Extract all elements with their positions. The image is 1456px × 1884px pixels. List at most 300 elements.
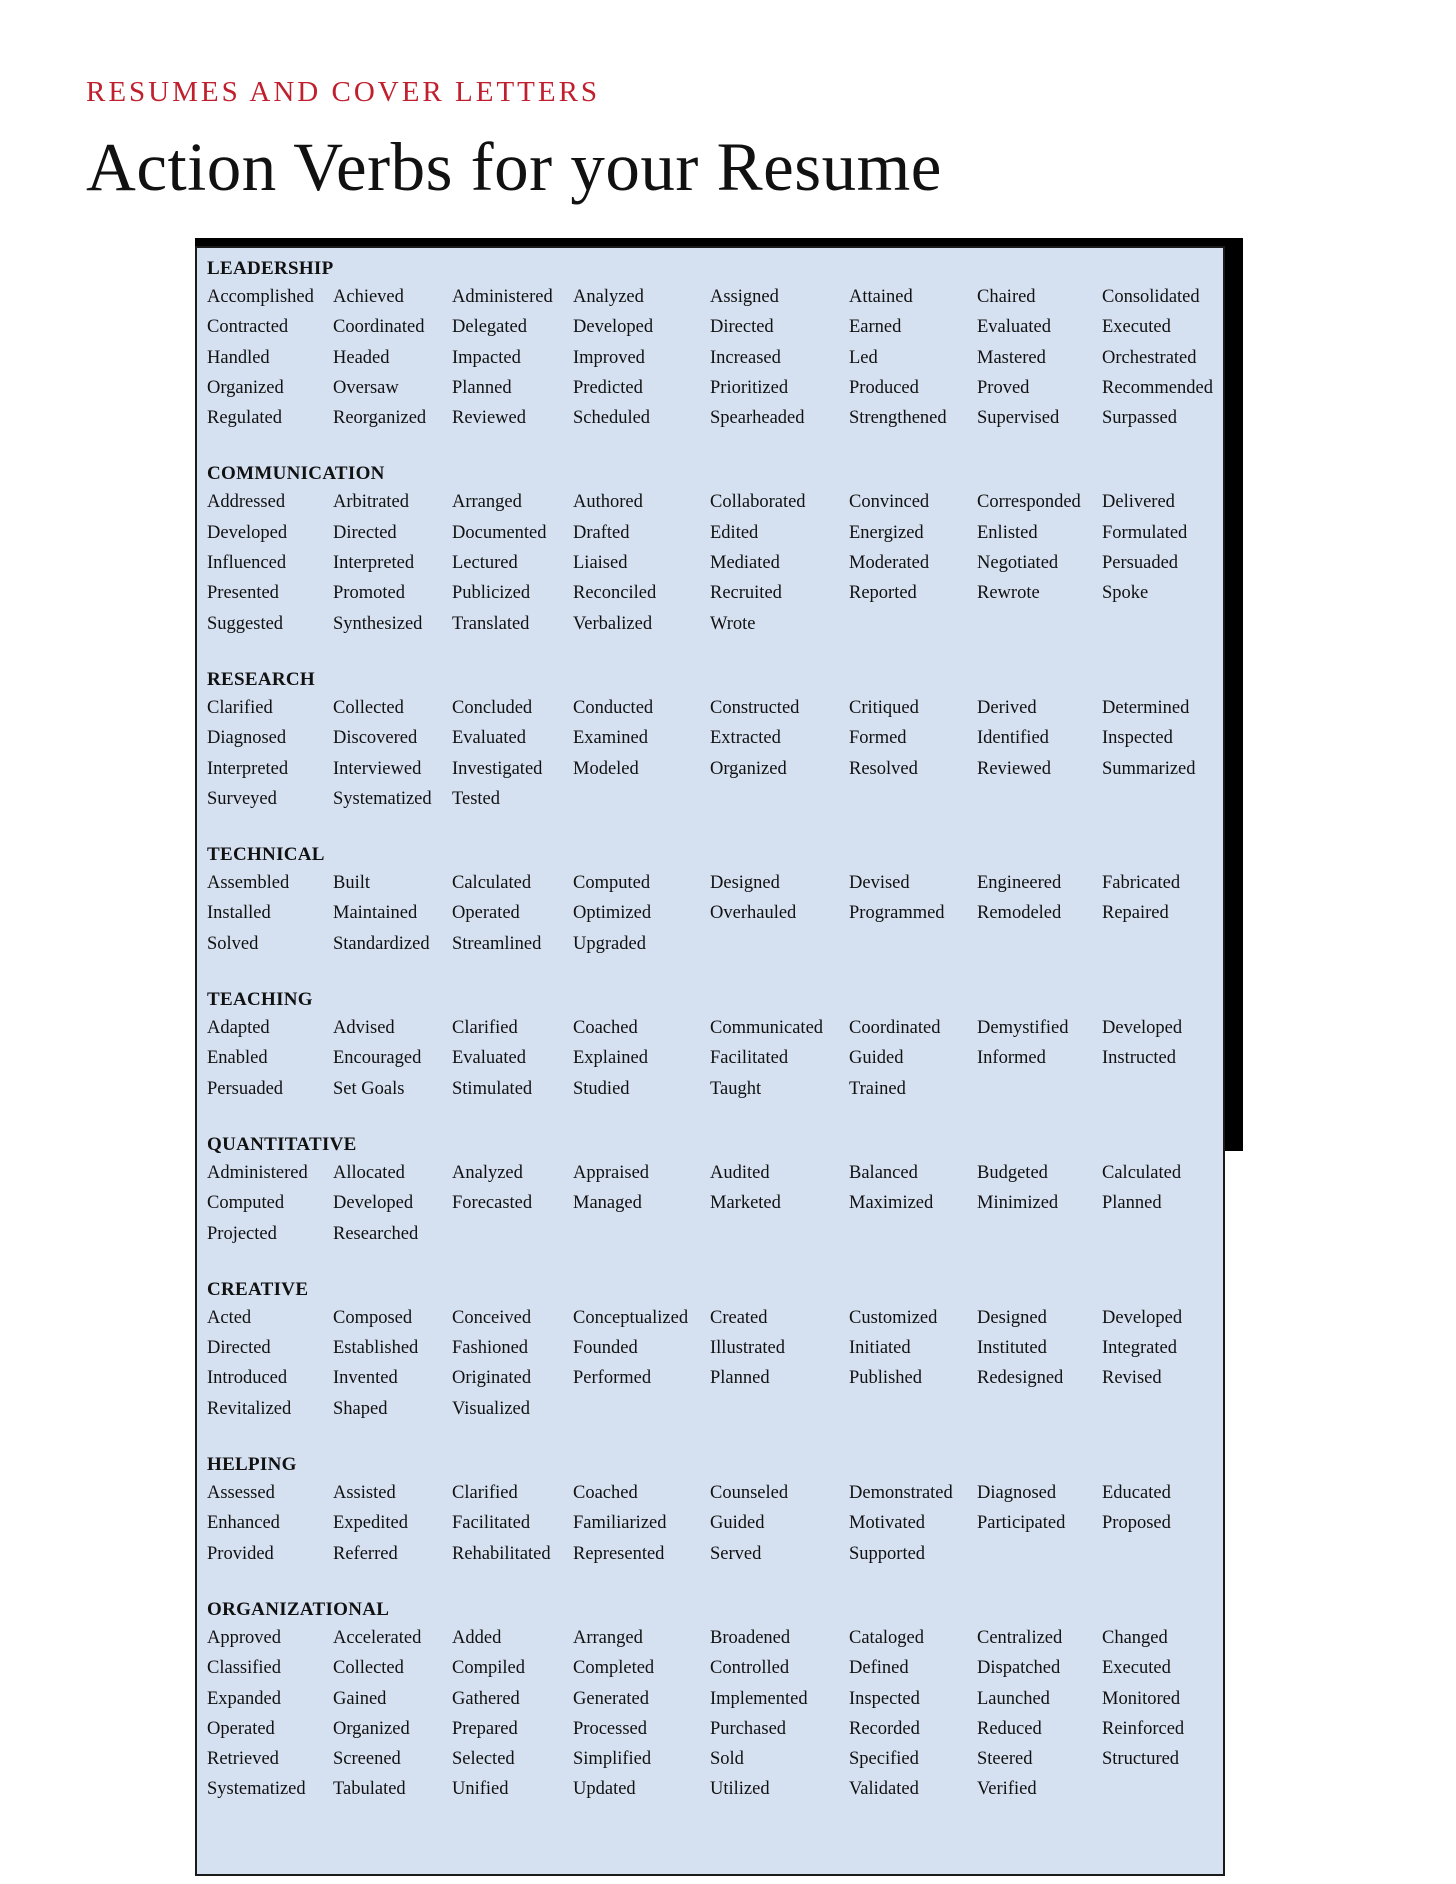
verb-cell: Systematized — [207, 1779, 306, 1800]
verb-cell — [573, 784, 710, 814]
verb-cell: Synthesized — [333, 613, 423, 634]
verb-cell: Administered — [452, 287, 553, 307]
verb-cell: Appraised — [573, 1162, 650, 1183]
verb-cell: Diagnosed — [977, 1483, 1057, 1504]
verb-cell: Delegated — [452, 317, 527, 338]
verb-cell — [1102, 929, 1222, 959]
category-teaching — [207, 987, 1223, 1104]
verb-cell: Provided — [207, 1543, 274, 1564]
verb-cell: Critiqued — [849, 697, 919, 718]
verb-cell: Operated — [452, 903, 520, 924]
verb-cell: Proved — [977, 377, 1030, 398]
verb-cell: Proposed — [1102, 1513, 1171, 1534]
verb-cell: Surpassed — [1102, 408, 1178, 429]
verb-cell: Performed — [573, 1368, 652, 1389]
verb-grid — [207, 1623, 1223, 1805]
verb-cell: Minimized — [977, 1193, 1059, 1214]
verb-cell: Calculated — [1102, 1162, 1182, 1183]
verb-cell: Arbitrated — [333, 492, 410, 513]
verb-cell: Familiarized — [573, 1513, 667, 1534]
page-title: Action Verbs for your Resume — [86, 129, 942, 205]
verb-cell — [849, 784, 977, 814]
verb-cell: Mediated — [710, 553, 780, 574]
verb-cell: Validated — [849, 1779, 919, 1800]
verb-cell: Motivated — [849, 1513, 926, 1534]
verb-cell: Founded — [573, 1338, 638, 1359]
verb-cell — [849, 929, 977, 959]
category-heading: RESEARCH — [207, 668, 315, 690]
verb-cell: Evaluated — [977, 317, 1051, 338]
verb-cell: Controlled — [710, 1658, 790, 1679]
verb-cell: Impacted — [452, 347, 521, 368]
verb-cell — [1102, 1074, 1222, 1104]
verb-cell: Arranged — [573, 1627, 643, 1648]
verb-cell: Supervised — [977, 408, 1060, 429]
verb-cell: Demonstrated — [849, 1483, 953, 1504]
verb-grid — [207, 282, 1223, 433]
verb-cell: Classified — [207, 1658, 281, 1679]
verb-cell: Solved — [207, 933, 259, 954]
verb-cell: Referred — [333, 1543, 398, 1564]
verb-cell: Explained — [573, 1048, 649, 1069]
verb-cell: Reported — [849, 583, 917, 604]
verb-cell: Assessed — [207, 1483, 275, 1504]
verb-cell: Collected — [333, 1658, 404, 1679]
category-technical — [207, 842, 1223, 959]
verb-cell: Gathered — [452, 1688, 520, 1709]
category-heading: CREATIVE — [207, 1278, 309, 1300]
verb-cell: Structured — [1102, 1749, 1180, 1770]
verb-grid — [207, 1478, 1223, 1569]
verb-cell: Determined — [1102, 697, 1190, 718]
verb-cell: Organized — [710, 758, 787, 779]
category-research — [207, 667, 1223, 814]
verb-cell: Communicated — [710, 1018, 824, 1039]
verb-cell: Built — [333, 873, 371, 894]
verb-cell: Facilitated — [710, 1048, 789, 1069]
verb-cell: Marketed — [710, 1193, 781, 1214]
verb-cell: Promoted — [333, 583, 405, 604]
verb-cell: Conceptualized — [573, 1307, 689, 1328]
verb-cell: Instructed — [1102, 1048, 1176, 1069]
verb-cell: Guided — [710, 1513, 765, 1534]
verb-cell: Simplified — [573, 1749, 652, 1770]
verb-cell: Persuaded — [207, 1078, 284, 1099]
verb-cell: Approved — [207, 1627, 281, 1648]
category-heading: LEADERSHIP — [207, 258, 334, 279]
verb-cell: Liaised — [573, 553, 628, 574]
verb-cell: Fabricated — [1102, 873, 1181, 894]
category-organizational — [207, 1597, 1223, 1805]
verb-cell: Collected — [333, 697, 404, 718]
verb-cell: Expanded — [207, 1688, 281, 1709]
verb-cell: Advised — [333, 1018, 395, 1039]
verb-cell: Corresponded — [977, 492, 1081, 513]
verb-cell: Delivered — [1102, 492, 1175, 513]
verb-cell: Recommended — [1102, 377, 1213, 398]
verb-cell: Consolidated — [1102, 287, 1200, 307]
verb-cell: Acted — [207, 1307, 252, 1328]
verb-cell: Steered — [977, 1749, 1033, 1770]
verb-cell: Suggested — [207, 613, 284, 634]
verb-cell — [710, 1219, 849, 1249]
verb-cell: Studied — [573, 1078, 630, 1099]
verb-cell: Stimulated — [452, 1078, 533, 1099]
verb-cell: Improved — [573, 347, 645, 368]
verb-cell: Operated — [207, 1718, 275, 1739]
verb-cell: Tested — [452, 788, 501, 809]
verb-cell: Created — [710, 1307, 768, 1328]
verb-cell: Adapted — [207, 1018, 270, 1039]
category-heading: TEACHING — [207, 989, 313, 1011]
verb-cell: Directed — [207, 1338, 271, 1359]
verb-cell: Broadened — [710, 1627, 791, 1648]
verb-cell: Developed — [1102, 1307, 1183, 1328]
verb-cell: Streamlined — [452, 933, 542, 954]
verb-cell: Coordinated — [333, 317, 425, 338]
verb-cell: Mastered — [977, 347, 1046, 368]
verb-cell: Chaired — [977, 287, 1036, 307]
verb-cell: Prioritized — [710, 377, 789, 398]
verb-cell — [573, 1219, 710, 1249]
verb-cell: Originated — [452, 1368, 532, 1389]
verb-cell — [710, 1394, 849, 1424]
verb-cell: Guided — [849, 1048, 904, 1069]
verb-cell: Encouraged — [333, 1048, 422, 1069]
verb-cell: Led — [849, 347, 878, 368]
category-quantitative — [207, 1132, 1223, 1249]
verb-cell: Evaluated — [452, 1048, 526, 1069]
verb-cell: Participated — [977, 1513, 1066, 1534]
category-communication — [207, 461, 1223, 638]
verb-cell: Assembled — [207, 873, 290, 894]
verb-cell: Concluded — [452, 697, 533, 718]
verb-cell: Predicted — [573, 377, 643, 398]
verb-cell: Negotiated — [977, 553, 1059, 574]
verb-cell: Coached — [573, 1018, 638, 1039]
category-helping — [207, 1452, 1223, 1569]
verb-cell: Administered — [207, 1162, 308, 1183]
verb-cell: Modeled — [573, 758, 639, 779]
verb-cell — [977, 609, 1102, 639]
verb-cell: Gained — [333, 1688, 387, 1709]
verb-cell: Identified — [977, 728, 1049, 749]
verb-cell: Addressed — [207, 492, 286, 513]
verb-grid — [207, 487, 1223, 638]
verb-cell: Planned — [452, 377, 512, 398]
verb-cell: Instituted — [977, 1338, 1047, 1359]
verb-cell: Revitalized — [207, 1398, 292, 1419]
verb-cell: Sold — [710, 1749, 744, 1770]
verb-cell: Enhanced — [207, 1513, 280, 1534]
verb-cell: Enlisted — [977, 522, 1038, 543]
verb-cell: Earned — [849, 317, 902, 338]
verb-cell: Researched — [333, 1223, 419, 1244]
verb-cell: Executed — [1102, 317, 1171, 338]
category-heading: COMMUNICATION — [207, 463, 385, 485]
verb-cell: Overhauled — [710, 903, 797, 924]
verb-cell: Oversaw — [333, 377, 399, 398]
verb-cell: Prepared — [452, 1718, 518, 1739]
verb-grid — [207, 693, 1223, 814]
verb-cell: Monitored — [1102, 1688, 1181, 1709]
verb-cell — [977, 784, 1102, 814]
verb-grid — [207, 1013, 1223, 1104]
verb-cell: Dispatched — [977, 1658, 1061, 1679]
verb-cell: Developed — [207, 522, 288, 543]
verb-cell: Illustrated — [710, 1338, 786, 1359]
verb-cell: Inspected — [849, 1688, 920, 1709]
verb-cell: Utilized — [710, 1779, 770, 1800]
verb-cell: Interviewed — [333, 758, 422, 779]
verb-cell — [710, 784, 849, 814]
verb-cell: Reinforced — [1102, 1718, 1185, 1739]
verb-cell: Executed — [1102, 1658, 1171, 1679]
verb-cell: Handled — [207, 347, 270, 368]
verb-cell: Designed — [977, 1307, 1047, 1328]
verb-cell: Rewrote — [977, 583, 1040, 604]
verb-cell: Systematized — [333, 788, 432, 809]
verb-cell: Demystified — [977, 1018, 1069, 1039]
verb-cell: Reviewed — [977, 758, 1051, 779]
verb-cell: Discovered — [333, 728, 418, 749]
verb-cell: Interpreted — [207, 758, 289, 779]
verb-cell: Presented — [207, 583, 279, 604]
verb-cell: Redesigned — [977, 1368, 1064, 1389]
verb-cell — [710, 929, 849, 959]
verb-cell: Interpreted — [333, 553, 415, 574]
verb-cell: Coached — [573, 1483, 638, 1504]
verb-cell: Standardized — [333, 933, 430, 954]
verb-grid — [207, 1158, 1223, 1249]
verb-cell: Counseled — [710, 1483, 789, 1504]
verb-cell: Computed — [573, 873, 651, 894]
verb-cell: Rehabilitated — [452, 1543, 551, 1564]
verb-cell: Composed — [333, 1307, 413, 1328]
verb-cell: Retrieved — [207, 1749, 279, 1770]
verb-cell — [977, 1394, 1102, 1424]
verb-cell: Introduced — [207, 1368, 288, 1389]
verb-cell: Designed — [710, 873, 780, 894]
verb-cell: Forecasted — [452, 1193, 533, 1214]
verb-cell: Fashioned — [452, 1338, 529, 1359]
verb-cell: Organized — [333, 1718, 410, 1739]
verb-cell — [1102, 609, 1222, 639]
verb-cell: Spearheaded — [710, 408, 805, 429]
verb-cell — [1102, 1394, 1222, 1424]
verb-cell: Coordinated — [849, 1018, 941, 1039]
verb-cell: Headed — [333, 347, 390, 368]
verb-cell: Specified — [849, 1749, 919, 1770]
verb-cell: Maintained — [333, 903, 418, 924]
verb-cell — [849, 609, 977, 639]
verb-cell: Screened — [333, 1749, 401, 1770]
verb-cell — [1102, 1774, 1222, 1804]
verb-cell: Published — [849, 1368, 922, 1389]
verb-cell: Revised — [1102, 1368, 1162, 1389]
verb-cell — [573, 1394, 710, 1424]
verb-cell: Completed — [573, 1658, 655, 1679]
verb-cell: Trained — [849, 1078, 906, 1099]
verb-cell: Remodeled — [977, 903, 1062, 924]
verb-cell: Derived — [977, 697, 1037, 718]
verb-cell — [977, 1074, 1102, 1104]
verb-cell: Inspected — [1102, 728, 1173, 749]
verb-cell: Publicized — [452, 583, 531, 604]
verb-cell: Processed — [573, 1718, 647, 1739]
verb-cell — [977, 1539, 1102, 1569]
verb-cell: Compiled — [452, 1658, 525, 1679]
verb-cell: Projected — [207, 1223, 277, 1244]
verb-cell: Examined — [573, 728, 649, 749]
verb-cell: Expedited — [333, 1513, 409, 1534]
verb-cell: Established — [333, 1338, 419, 1359]
verb-cell: Wrote — [710, 613, 756, 634]
verb-cell: Integrated — [1102, 1338, 1177, 1359]
verb-cell: Launched — [977, 1688, 1050, 1709]
verb-cell: Allocated — [333, 1162, 405, 1183]
verb-cell: Energized — [849, 522, 924, 543]
verb-cell: Contracted — [207, 317, 289, 338]
verb-cell: Analyzed — [452, 1162, 523, 1183]
verb-cell: Installed — [207, 903, 271, 924]
verb-cell: Persuaded — [1102, 553, 1179, 574]
verb-cell: Updated — [573, 1779, 636, 1800]
verb-cell: Added — [452, 1627, 502, 1648]
verb-cell: Evaluated — [452, 728, 526, 749]
verb-cell: Invented — [333, 1368, 398, 1389]
verb-cell — [849, 1219, 977, 1249]
verb-cell: Spoke — [1102, 583, 1149, 604]
verb-cell: Orchestrated — [1102, 347, 1197, 368]
verb-cell: Maximized — [849, 1193, 934, 1214]
verb-cell: Accelerated — [333, 1627, 422, 1648]
category-heading: TECHNICAL — [207, 844, 325, 866]
verb-cell: Tabulated — [333, 1779, 406, 1800]
verb-cell: Collaborated — [710, 492, 806, 513]
verb-cell: Authored — [573, 492, 643, 513]
verb-cell: Verbalized — [573, 613, 653, 634]
verb-cell: Convinced — [849, 492, 930, 513]
verb-cell: Customized — [849, 1307, 938, 1328]
verb-cell: Represented — [573, 1543, 665, 1564]
verb-cell: Produced — [849, 377, 919, 398]
verb-cell: Clarified — [452, 1018, 518, 1039]
verbs-panel — [195, 246, 1225, 1876]
verb-cell: Drafted — [573, 522, 630, 543]
verb-cell: Strengthened — [849, 408, 947, 429]
verb-cell: Analyzed — [573, 287, 644, 307]
verb-cell — [977, 929, 1102, 959]
verb-cell: Extracted — [710, 728, 781, 749]
verb-cell: Informed — [977, 1048, 1046, 1069]
verb-cell: Organized — [207, 377, 284, 398]
verb-cell: Engineered — [977, 873, 1062, 894]
verb-cell: Budgeted — [977, 1162, 1048, 1183]
verb-cell: Arranged — [452, 492, 522, 513]
verb-cell: Visualized — [452, 1398, 531, 1419]
verb-cell: Upgraded — [573, 933, 646, 954]
verb-cell: Lectured — [452, 553, 518, 574]
verb-cell: Set Goals — [333, 1078, 405, 1099]
verb-cell: Initiated — [849, 1338, 911, 1359]
category-heading: HELPING — [207, 1454, 297, 1476]
verb-cell: Enabled — [207, 1048, 268, 1069]
verb-cell: Investigated — [452, 758, 543, 779]
verb-cell: Optimized — [573, 903, 652, 924]
verb-cell: Centralized — [977, 1627, 1063, 1648]
verb-cell: Clarified — [452, 1483, 518, 1504]
verb-cell: Generated — [573, 1688, 650, 1709]
verb-cell: Directed — [333, 522, 397, 543]
verb-cell — [849, 1394, 977, 1424]
verb-cell: Programmed — [849, 903, 945, 924]
verb-cell: Unified — [452, 1779, 509, 1800]
verb-cell: Moderated — [849, 553, 930, 574]
verb-cell: Formulated — [1102, 522, 1188, 543]
verb-cell: Formed — [849, 728, 907, 749]
verb-cell — [977, 1219, 1102, 1249]
verb-cell: Planned — [710, 1368, 770, 1389]
verb-cell: Attained — [849, 287, 913, 307]
verb-cell: Planned — [1102, 1193, 1162, 1214]
verb-cell: Reviewed — [452, 408, 526, 429]
verb-cell: Taught — [710, 1078, 762, 1099]
verb-cell: Facilitated — [452, 1513, 531, 1534]
verb-cell: Accomplished — [207, 287, 314, 307]
verb-cell: Conducted — [573, 697, 654, 718]
verb-cell — [452, 1219, 573, 1249]
verb-cell: Cataloged — [849, 1627, 925, 1648]
verb-cell: Recorded — [849, 1718, 920, 1739]
category-heading: QUANTITATIVE — [207, 1133, 357, 1155]
verb-cell: Regulated — [207, 408, 283, 429]
verb-cell: Influenced — [207, 553, 287, 574]
verb-cell: Educated — [1102, 1483, 1171, 1504]
verb-cell: Conceived — [452, 1307, 532, 1328]
category-leadership — [207, 256, 1223, 433]
verb-cell: Summarized — [1102, 758, 1196, 779]
category-creative — [207, 1277, 1223, 1424]
verb-cell: Verified — [977, 1779, 1037, 1800]
verb-cell: Defined — [849, 1658, 909, 1679]
verb-cell: Scheduled — [573, 408, 651, 429]
verb-cell: Changed — [1102, 1627, 1168, 1648]
verb-cell: Managed — [573, 1193, 642, 1214]
verb-cell: Assisted — [333, 1483, 396, 1504]
category-heading: ORGANIZATIONAL — [207, 1598, 390, 1620]
verb-cell: Selected — [452, 1749, 515, 1770]
verb-cell: Purchased — [710, 1718, 787, 1739]
verb-cell: Diagnosed — [207, 728, 287, 749]
verb-cell: Increased — [710, 347, 781, 368]
verb-cell — [1102, 1219, 1222, 1249]
section-eyebrow: RESUMES AND COVER LETTERS — [86, 76, 601, 108]
verb-cell: Supported — [849, 1543, 926, 1564]
verb-cell: Repaired — [1102, 903, 1169, 924]
verb-cell: Constructed — [710, 697, 800, 718]
verb-cell: Achieved — [333, 287, 404, 307]
verb-cell: Resolved — [849, 758, 918, 779]
verb-cell: Served — [710, 1543, 762, 1564]
verb-cell: Computed — [207, 1193, 285, 1214]
verb-cell: Clarified — [207, 697, 273, 718]
verb-cell: Reduced — [977, 1718, 1042, 1739]
verb-cell: Reconciled — [573, 583, 657, 604]
verb-cell: Reorganized — [333, 408, 427, 429]
verb-grid — [207, 1303, 1223, 1424]
verb-cell — [1102, 784, 1222, 814]
